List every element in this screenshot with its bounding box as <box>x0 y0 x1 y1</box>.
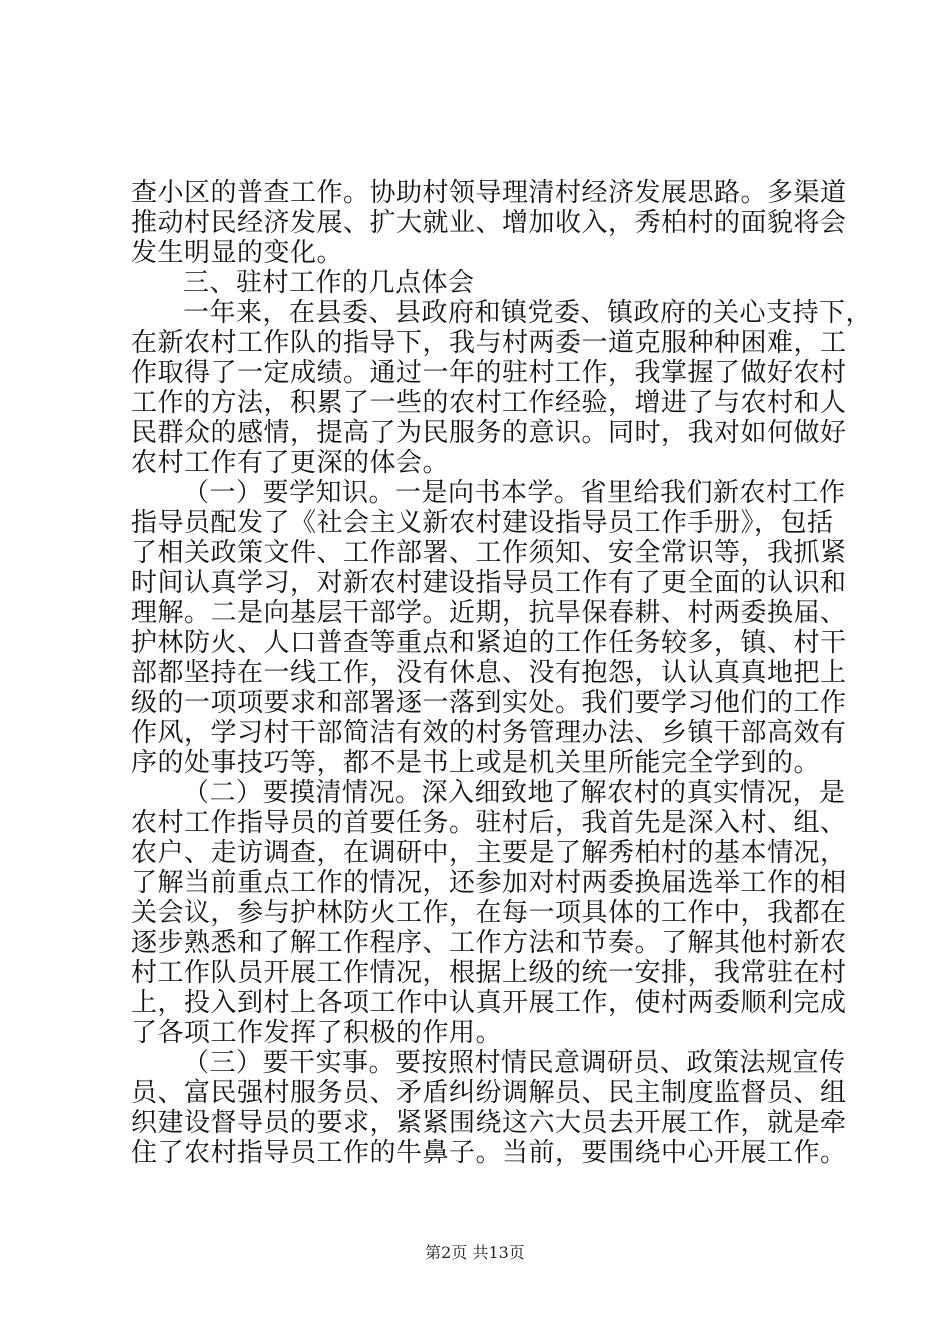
text-line: 作风，学习村干部简洁有效的村务管理办法、乡镇干部高效有 <box>131 718 847 748</box>
text-line: 农村工作指导员的首要任务。驻村后，我首先是深入村、组、 <box>131 808 847 838</box>
text-line: 推动村民经济发展、扩大就业、增加收入，秀柏村的面貌将会 <box>131 208 847 238</box>
text-line: 织建设督导员的要求，紧紧围绕这六大员去开展工作，就是牵 <box>131 1108 847 1138</box>
text-line: 农户、走访调查，在调研中，主要是了解秀柏村的基本情况， <box>131 838 847 868</box>
text-line: 逐步熟悉和了解工作程序、工作方法和节奏。了解其他村新农 <box>131 928 847 958</box>
text-line: 作取得了一定成绩。通过一年的驻村工作，我掌握了做好农村 <box>131 358 847 388</box>
text-line: 了解当前重点工作的情况，还参加对村两委换届选举工作的相 <box>131 868 847 898</box>
text-line: 时间认真学习，对新农村建设指导员工作有了更全面的认识和 <box>131 568 847 598</box>
section-heading: 三、驻村工作的几点体会 <box>183 268 475 298</box>
text-line: 级的一项项要求和部署逐一落到实处。我们要学习他们的工作 <box>131 688 847 718</box>
text-line: 序的处事技巧等，都不是书上或是机关里所能完全学到的。 <box>131 748 821 778</box>
text-line: 查小区的普查工作。协助村领导理清村经济发展思路。多渠道 <box>131 178 847 208</box>
text-line: 上，投入到村上各项工作中认真开展工作，使村两委顺利完成 <box>131 988 847 1018</box>
subsection-heading: （一）要学知识。一是向书本学。省里给我们新农村工作 <box>183 478 846 508</box>
text-line: 工作的方法，积累了一些的农村工作经验，增进了与农村和人 <box>131 388 847 418</box>
text-line: 部都坚持在一线工作，没有休息、没有抱怨，认认真真地把上 <box>131 658 847 688</box>
text-line: 员、富民强村服务员、矛盾纠纷调解员、民主制度监督员、组 <box>131 1078 847 1108</box>
subsection-heading: （二）要摸清情况。深入细致地了解农村的真实情况，是 <box>183 778 846 808</box>
text-line: 在新农村工作队的指导下，我与村两委一道克服种种困难，工 <box>131 328 847 358</box>
text-line: 理解。二是向基层干部学。近期，抗旱保春耕、村两委换届、 <box>131 598 847 628</box>
text-line: 发生明显的变化。 <box>131 238 344 268</box>
page-number: 第2页 共13页 <box>425 1243 525 1262</box>
text-line: 了各项工作发挥了积极的作用。 <box>131 1018 503 1048</box>
text-line: 农村工作有了更深的体会。 <box>131 448 450 478</box>
text-line: 住了农村指导员工作的牛鼻子。当前，要围绕中心开展工作。 <box>131 1138 847 1168</box>
text-line: 一年来，在县委、县政府和镇党委、镇政府的关心支持下， <box>183 298 873 328</box>
text-line: 民群众的感情，提高了为民服务的意识。同时，我对如何做好 <box>131 418 847 448</box>
text-line: 关会议，参与护林防火工作，在每一项具体的工作中，我都在 <box>131 898 847 928</box>
text-line: 村工作队员开展工作情况，根据上级的统一安排，我常驻在村 <box>131 958 847 988</box>
text-line: 护林防火、人口普查等重点和紧迫的工作任务较多，镇、村干 <box>131 628 847 658</box>
subsection-heading: （三）要干实事。要按照村情民意调研员、政策法规宣传 <box>183 1048 846 1078</box>
page-footer <box>0 1243 950 1263</box>
body-text <box>131 178 873 1168</box>
text-line: 了相关政策文件、工作部署、工作须知、安全常识等，我抓紧 <box>131 538 847 568</box>
text-line: 指导员配发了《社会主义新农村建设指导员工作手册》，包括 <box>131 508 834 538</box>
